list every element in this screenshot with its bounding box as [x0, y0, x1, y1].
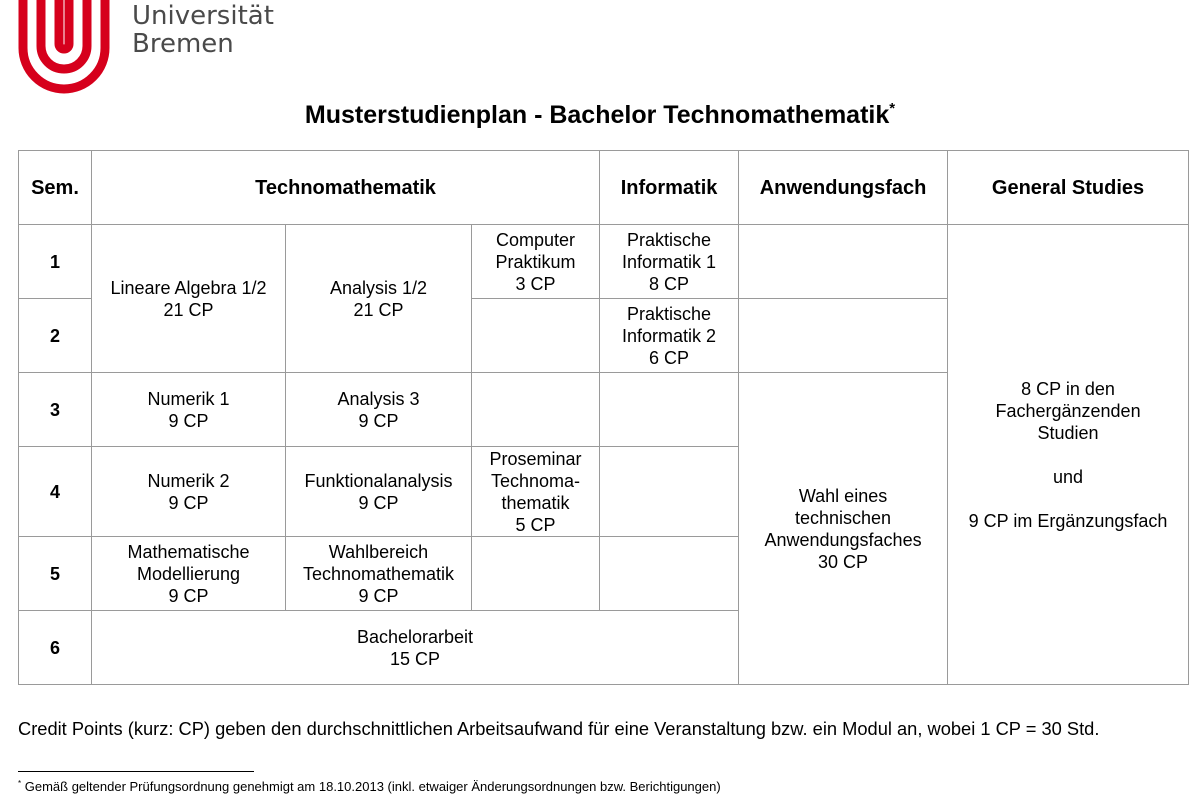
empty-cell: [739, 225, 948, 299]
semester-number: 5: [19, 537, 92, 611]
module-funktionalanalysis: Funktionalanalysis 9 CP: [286, 447, 472, 537]
university-logo-icon: [18, 0, 110, 96]
module-numerik-2: Numerik 2 9 CP: [92, 447, 286, 537]
module-numerik-1: Numerik 1 9 CP: [92, 373, 286, 447]
page-title-text: Musterstudienplan - Bachelor Technomathematik: [304, 101, 890, 129]
header-sem: Sem.: [19, 151, 92, 225]
semester-number: 1: [19, 225, 92, 299]
empty-cell: [472, 373, 600, 447]
semester-number: 4: [19, 447, 92, 537]
footnote-marker: *: [18, 779, 22, 788]
empty-cell: [739, 299, 948, 373]
header-general-studies: General Studies: [948, 151, 1189, 225]
footnote-text: Gemäß geltender Prüfungsordnung genehmigt am 18.10.2013 (inkl. etwaiger Änderungsordnungen bzw. Berichtigungen): [21, 779, 721, 794]
module-lineare-algebra: Lineare Algebra 1/2 21 CP: [92, 225, 286, 373]
module-praktische-informatik-2: Praktische Informatik 2 6 CP: [600, 299, 739, 373]
semester-number: 3: [19, 373, 92, 447]
module-anwendungsfach: Wahl eines technischen Anwendungsfaches 30 CP: [739, 373, 948, 685]
semester-number: 2: [19, 299, 92, 373]
module-analysis-3: Analysis 3 9 CP: [286, 373, 472, 447]
module-analysis-1-2: Analysis 1/2 21 CP: [286, 225, 472, 373]
footnote: [18, 779, 721, 794]
university-name-line2: Bremen: [132, 29, 234, 59]
header-technomathematik: Technomathematik: [92, 151, 600, 225]
footnote-divider: [18, 771, 254, 772]
university-name: [132, 2, 274, 58]
empty-cell: [600, 373, 739, 447]
empty-cell: [472, 299, 600, 373]
module-proseminar: Proseminar Technoma- thematik 5 CP: [472, 447, 600, 537]
study-plan-table: [18, 150, 1189, 685]
empty-cell: [472, 537, 600, 611]
page-title: [0, 100, 1200, 130]
empty-cell: [600, 537, 739, 611]
credit-points-note: Credit Points (kurz: CP) geben den durchschnittlichen Arbeitsaufwand für eine Veranstaltung bzw. ein Modul an, wobei 1 CP = 30 Std.: [18, 718, 1100, 739]
header-informatik: Informatik: [600, 151, 739, 225]
university-logo: [18, 0, 110, 101]
module-bachelorarbeit: Bachelorarbeit 15 CP: [92, 611, 739, 685]
module-computer-praktikum: Computer Praktikum 3 CP: [472, 225, 600, 299]
empty-cell: [600, 447, 739, 537]
semester-row-1: [19, 225, 1189, 299]
header-row: [19, 151, 1189, 225]
module-wahlbereich: Wahlbereich Technomathematik 9 CP: [286, 537, 472, 611]
title-footnote-marker: *: [889, 100, 896, 117]
university-name-line1: Universität: [132, 1, 274, 31]
general-studies-cell: 8 CP in den Fachergänzenden Studien und 9 CP im Ergänzungsfach: [948, 225, 1189, 685]
module-praktische-informatik-1: Praktische Informatik 1 8 CP: [600, 225, 739, 299]
semester-number: 6: [19, 611, 92, 685]
module-mathematische-modellierung: Mathematische Modellierung 9 CP: [92, 537, 286, 611]
header-anwendungsfach: Anwendungsfach: [739, 151, 948, 225]
